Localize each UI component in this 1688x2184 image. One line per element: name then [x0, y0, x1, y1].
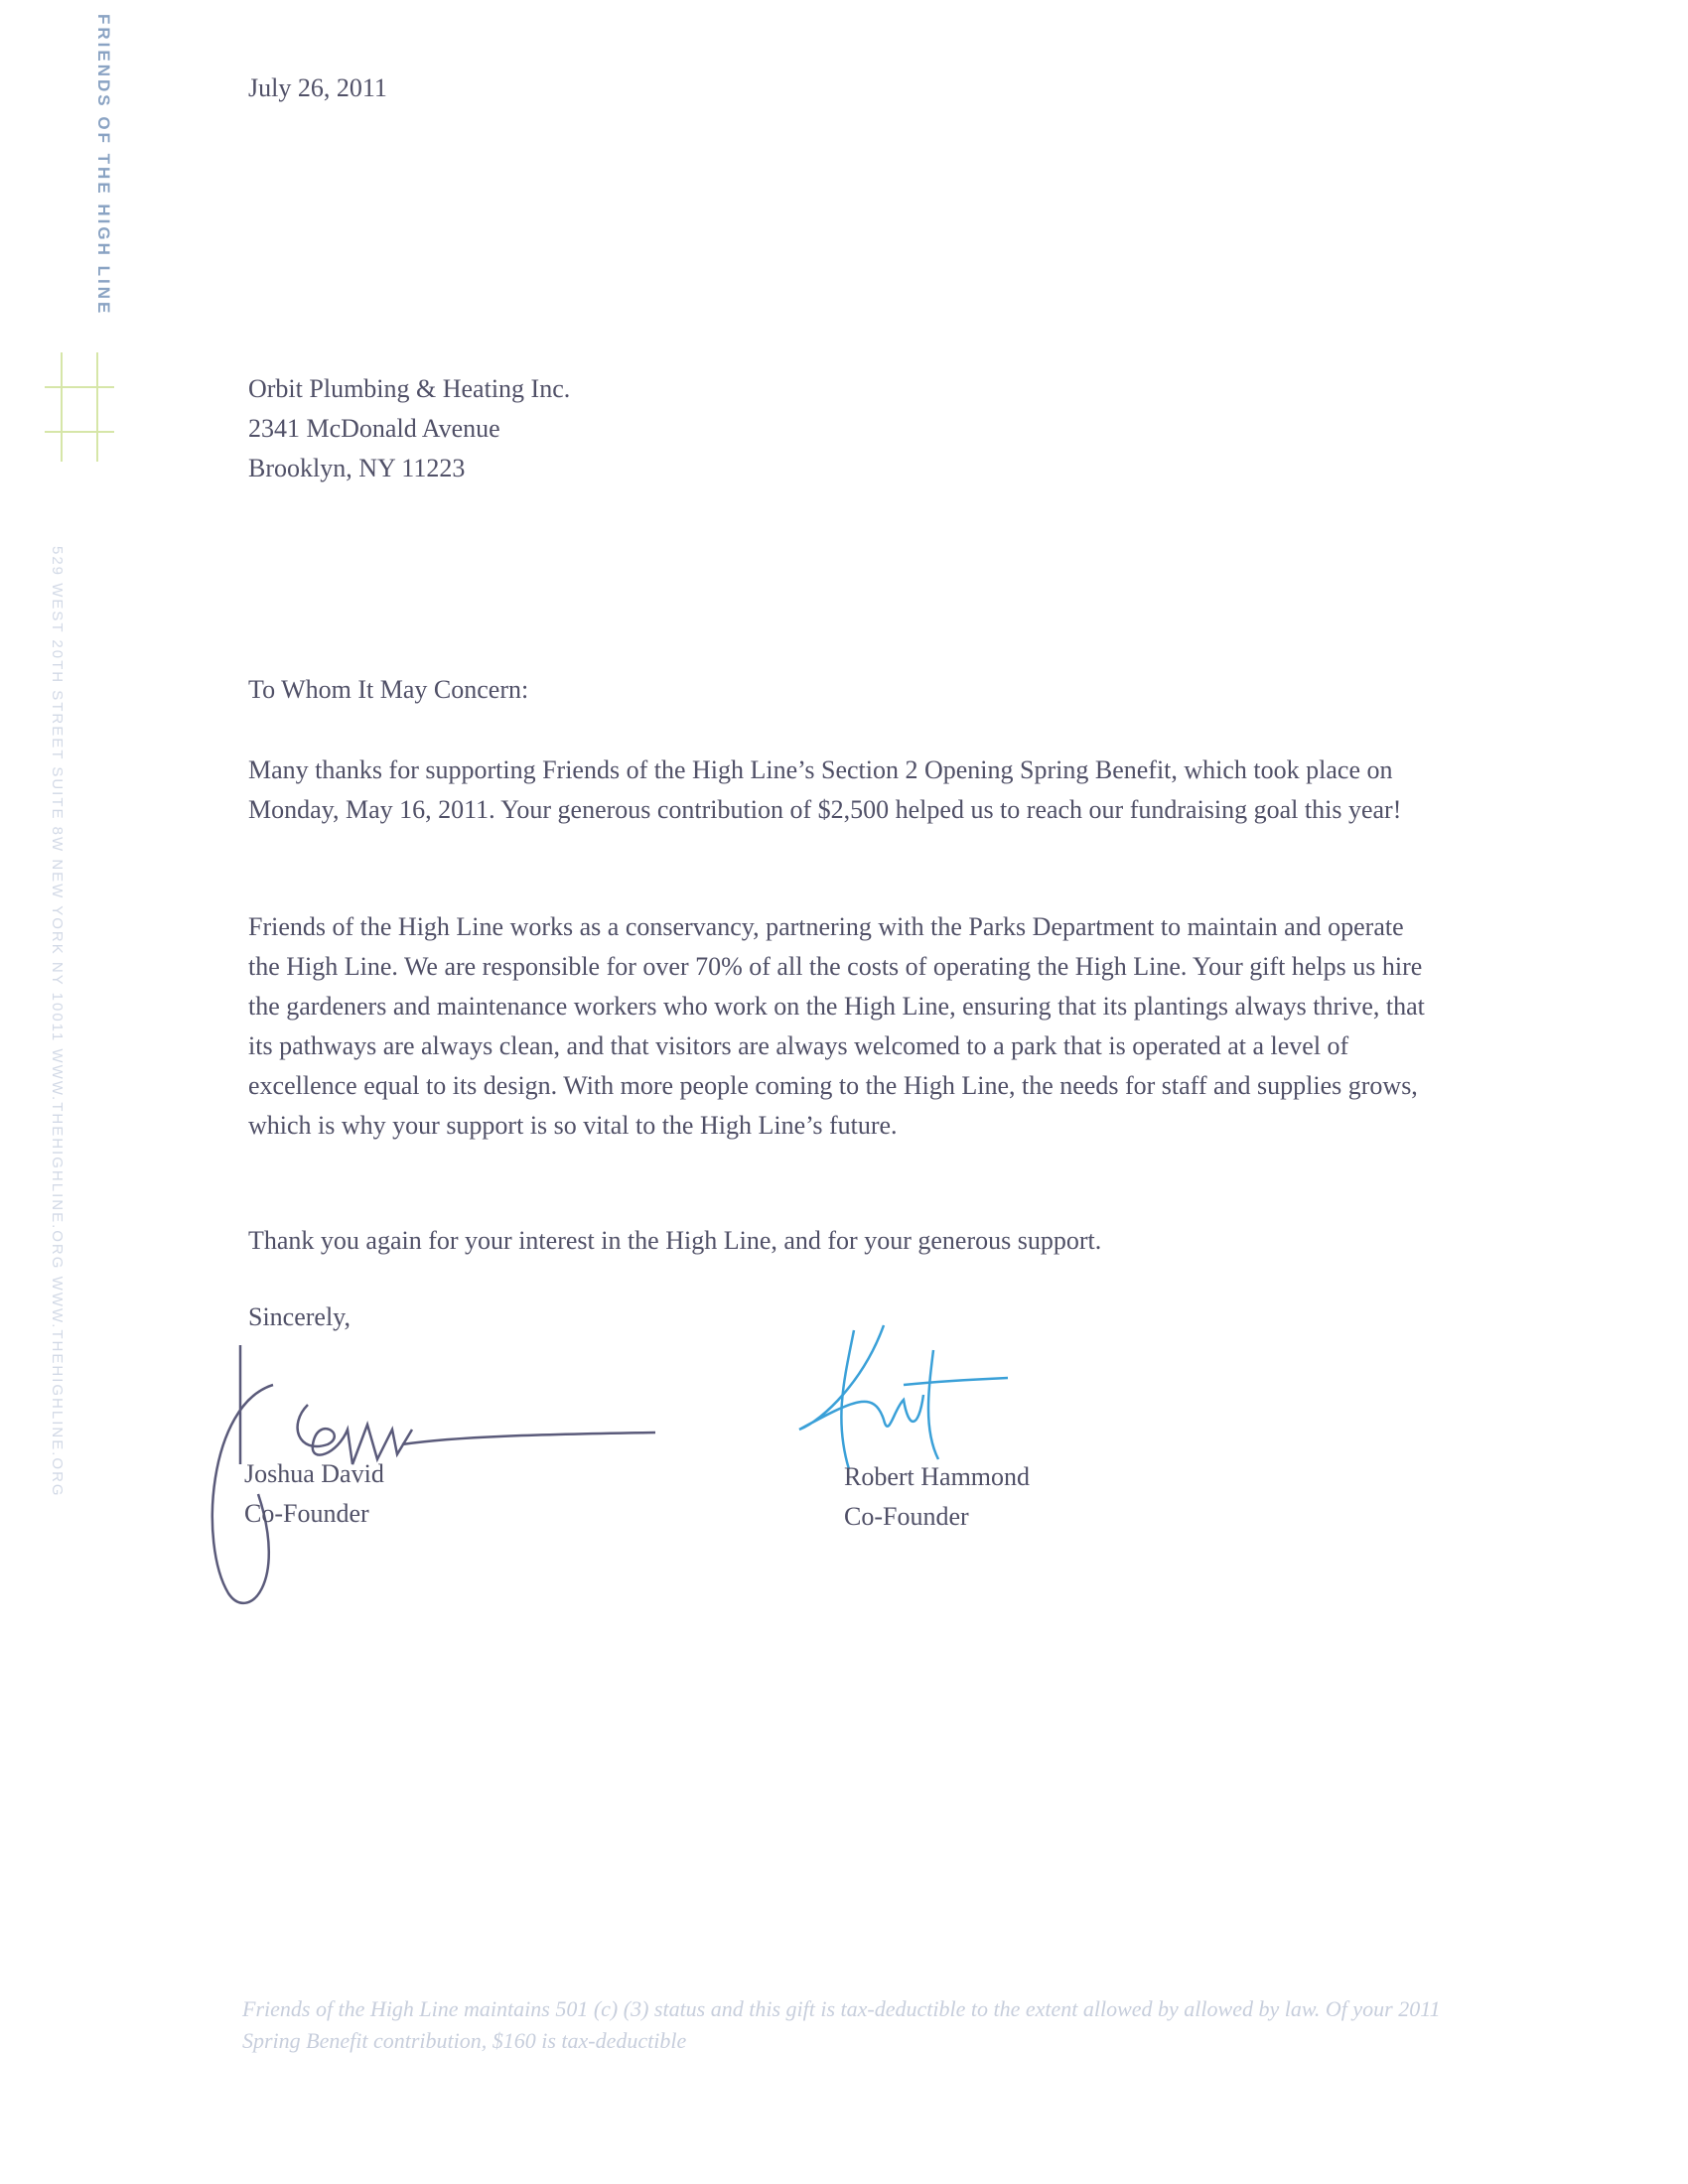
paragraph-closing-thanks: Thank you again for your interest in the High Line, and for your generous support.: [248, 1226, 1102, 1255]
letterhead-org-name: FRIENDS OF THE HIGH LINE: [94, 14, 113, 317]
high-line-logo-icon: [40, 347, 119, 467]
signer-joshua-david: [244, 1454, 384, 1534]
salutation: To Whom It May Concern:: [248, 675, 529, 704]
recipient-line-3: Brooklyn, NY 11223: [248, 454, 466, 482]
closing: Sincerely,: [248, 1302, 351, 1331]
recipient-line-1: Orbit Plumbing & Heating Inc.: [248, 374, 571, 403]
signer-robert-hammond: [844, 1457, 1030, 1537]
paragraph-thanks: Many thanks for supporting Friends of the High Line’s Section 2 Opening Spring Benefit, which took place on Monday, May 16, 2011. Your generous contribution of $2,500 helped us to reach our fundraising goal this year!: [248, 755, 1402, 824]
signature-robert-hammond: [794, 1320, 1053, 1479]
signer-title: Co-Founder: [844, 1502, 969, 1531]
signer-name: Joshua David: [244, 1459, 384, 1488]
signer-name: Robert Hammond: [844, 1462, 1031, 1491]
letter-date: July 26, 2011: [248, 73, 387, 102]
tax-deductible-footer: Friends of the High Line maintains 501 (c) (3) status and this gift is tax-deductible to the extent allowed by allowed by law. Of your 2011 Spring Benefit contribution, $160 is tax-deductible: [242, 1996, 1441, 2053]
signer-title: Co-Founder: [244, 1499, 369, 1528]
letterhead-address: 529 WEST 20TH STREET SUITE 8W NEW YORK NY 10011 WWW.THEHIGHLINE.ORG WWW.THEHIGHLINE.ORG: [49, 546, 66, 1498]
recipient-line-2: 2341 McDonald Avenue: [248, 414, 500, 443]
recipient-address: [248, 369, 570, 488]
paragraph-mission: Friends of the High Line works as a conservancy, partnering with the Parks Department to maintain and operate the High Line. We are responsible for over 70% of all the costs of operating the High Line. Your gift helps us hire the gardeners and maintenance workers who work on the High Line, ensuring that its plantings always thrive, that its pathways are always clean, and that visitors are always welcomed to a park that is operated at a level of excellence equal to its design. With more people coming to the High Line, the needs for staff and supplies grows, which is why your support is so vital to the High Line’s future.: [248, 912, 1425, 1140]
